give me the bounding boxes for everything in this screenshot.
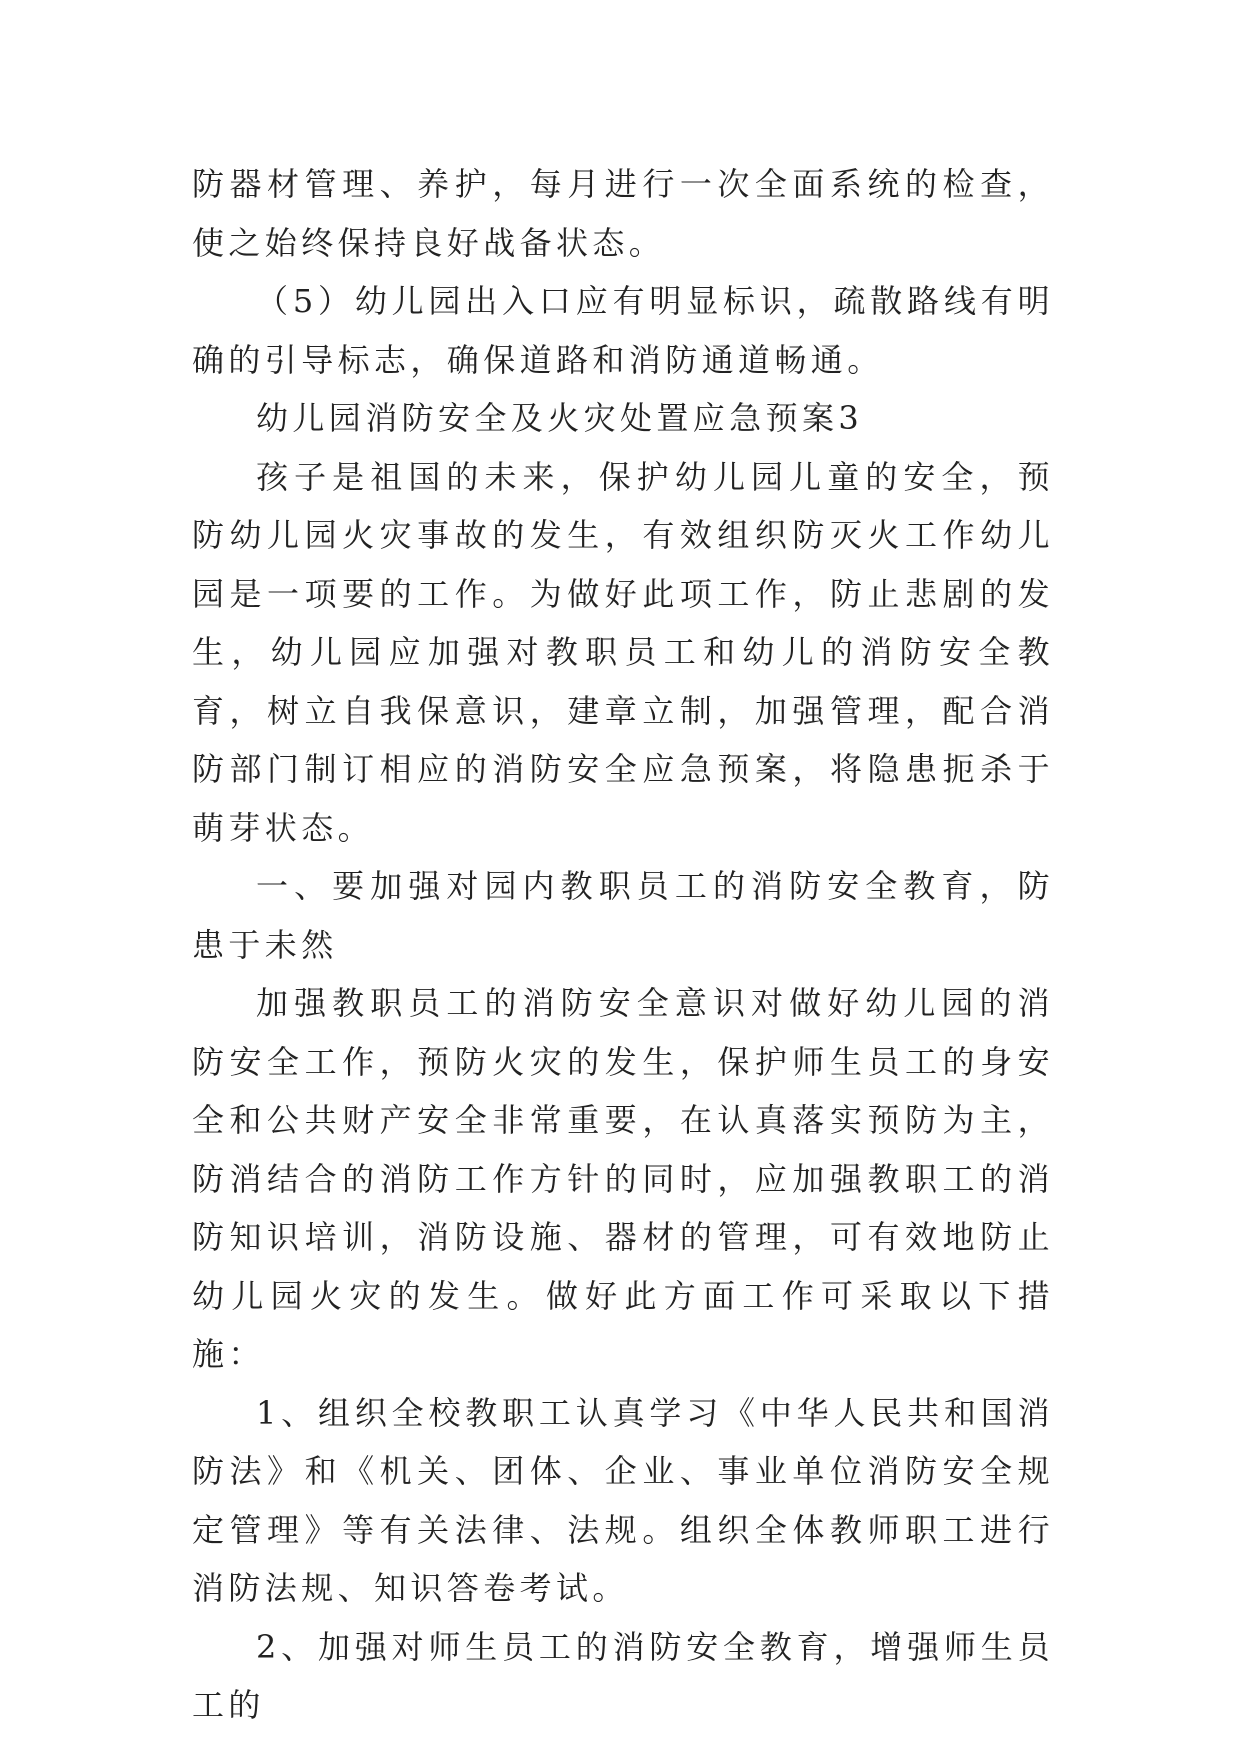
document-page: [192, 155, 1054, 1735]
heading-section-1: 一、要加强对园内教职员工的消防安全教育，防患于未然: [192, 867, 1054, 964]
paragraph-body: 加强教职员工的消防安全意识对做好幼儿园的消防安全工作，预防火灾的发生，保护师生员工的身安全和公共财产安全非常重要，在认真落实预防为主，防消结合的消防工作方针的同时，应加强教职工的消防知识培训，消防设施、器材的管理，可有效地防止幼儿园火灾的发生。做好此方面工作可采取以下措施：: [192, 984, 1054, 1373]
list-item-1: 1、组织全校教职工认真学习《中华人民共和国消防法》和《机关、团体、企业、事业单位消防安全规定管理》等有关法律、法规。组织全体教师职工进行消防法规、知识答卷考试。: [192, 1393, 1054, 1607]
section-title: 幼儿园消防安全及火灾处置应急预案3: [256, 399, 864, 437]
paragraph-continuation: 防器材管理、养护，每月进行一次全面系统的检查，使之始终保持良好战备状态。: [192, 165, 1054, 262]
paragraph-intro: 孩子是祖国的未来，保护幼儿园儿童的安全，预防幼儿园火灾事故的发生，有效组织防灭火工作幼儿园是一项要的工作。为做好此项工作，防止悲剧的发生，幼儿园应加强对教职员工和幼儿的消防安全教育，树立自我保意识，建章立制，加强管理，配合消防部门制订相应的消防安全应急预案，将隐患扼杀于萌芽状态。: [192, 457, 1054, 847]
paragraph-item-5: （5）幼儿园出入口应有明显标识，疏散路线有明确的引导标志，确保道路和消防通道畅通。: [192, 282, 1054, 379]
list-item-2: 2、加强对师生员工的消防安全教育，增强师生员工的: [192, 1627, 1054, 1724]
